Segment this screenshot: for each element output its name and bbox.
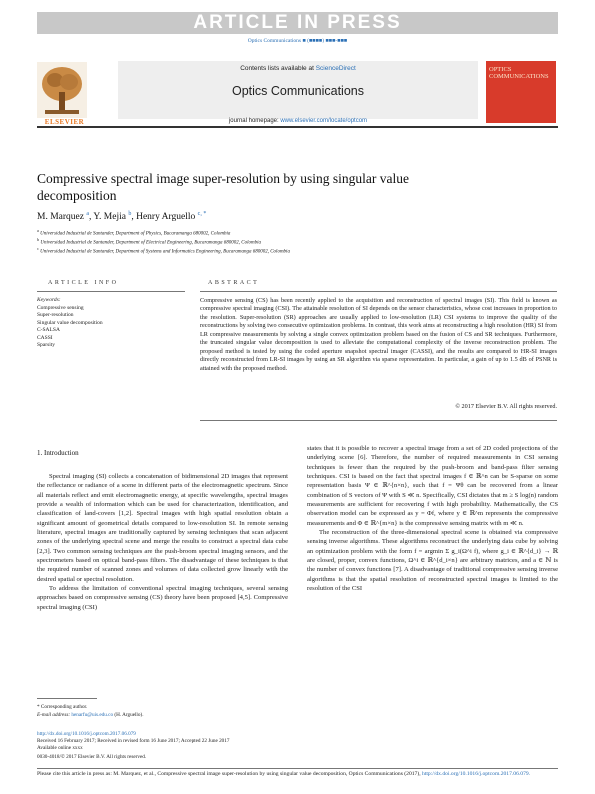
citation-text: Please cite this article in press as: M. Marquez, et al., Compressive spectral image super-resolution by using singular value decomposition, Optics Communications (2017), [37,771,421,777]
elsevier-tree-logo-icon [37,62,87,118]
citation-doi-link[interactable]: http://dx.doi.org/10.1016/j.optcom.2017.06.079. [422,771,531,777]
keywords-label: Keywords: [37,297,61,303]
affiliation-text: Universidad Industrial de Santander, Department of Systems and Informatics Engineering, Bucaramanga 680002, Colombia [40,249,290,255]
keyword: Sparsity [37,342,56,348]
author-name: Y. Mejia [93,212,126,223]
sciencedirect-link[interactable]: ScienceDirect [315,65,356,72]
journal-reference[interactable]: Optics Communications ■ (■■■■) ■■■-■■■ [247,38,348,44]
email-link[interactable]: henarfu@uis.edu.co [71,712,114,718]
article-in-press-banner: ARTICLE IN PRESS [37,12,558,34]
email-note [37,712,287,719]
affiliation-marker: c [37,246,39,251]
section-heading: 1. Introduction [37,449,79,457]
body-paragraph: Spectral imaging (SI) collects a concatenation of bidimensional 2D images that represent the reflectance or radiance of a scene in different parts of the electromagnetic spectrum. Since all materials reflect and emit electromagnetic energy, at specific wavelengths, spectral images provide a wealth of information which can be used for characterization, identification, and classification of land-covers [1,2]. Spectral images with high spatial resolution obtain a significant amount of geometrical details compared to low-resolution SI. In remote sensing literature, spectral images are traditionally captured by sensing techniques that scan adjacent zones of the underlying spectral scene and merge the results to construct a spectral data cube [2,3]. Two common sensing techniques are the push-broom spectral imaging sensors, and the spectrometers based on optical band-pass filters. The disadvantage of these techniques is that the required number of scanned zones and volumes of data collected grow linearly with the desired spatial or spectral resolution. [37,473,288,583]
cover-title: OPTICS COMMUNICATIONS [489,66,549,80]
affiliation-marker: b [37,237,40,242]
citation-note [37,771,558,779]
affiliation [37,237,557,246]
affiliation-text: Universidad Industrial de Santander, Department of Physics, Bucaramanga 680002, Colombia [40,231,231,237]
available-line: Available online xxxx [37,745,83,751]
contents-prefix: Contents lists available at [240,65,316,72]
body-paragraph: To address the limitation of conventional spectral imaging techniques, several sensing approaches based on compressive sensing (CS) theory have been proposed [4,5]. Compressive spectral imaging (CSI) [37,585,288,611]
affiliation [37,246,557,255]
body-column-left [37,472,288,612]
keyword: Singular value decomposition [37,319,103,326]
doi-link[interactable]: http://dx.doi.org/10.1016/j.optcom.2017.06.079 [37,731,136,737]
contents-line [118,65,478,72]
body-column-right [307,444,558,594]
divider [200,291,557,292]
body-paragraph: states that it is possible to recover a spectral image from a set of 2D coded projections of the underlying scene [6]. Therefore, the number of required measurements in CSI sensing techniques is fewer than the required by the push-broom and band-pass filter sensing techniques. CSI is based on the fact that spectral images f ∈ ℝ^n can be S-sparse on some representation basis Ψ ∈ ℝ^{n×n}, such that f = Ψθ can be recovered from a linear combination of S vectors of Ψ with S ≪ n. Specifically, CSI dictates that m ≥ S log(n) random measurements are sufficient for recovering f with high probability. Mathematically, the CS observation model can be expressed as y = Φf, where y ∈ ℝ^m represents the compressive measurements and Φ ∈ ℝ^{m×n} is the compressive sensing matrix with m ≪ n. [307,445,558,527]
divider [37,291,185,292]
keywords-block [37,297,177,350]
keyword: C-SALSA [37,327,60,333]
article-info-heading: ARTICLE INFO [48,280,119,286]
footnote-divider [37,698,97,699]
email-suffix: (H. Arguello). [113,712,144,718]
abstract-copyright: © 2017 Elsevier B.V. All rights reserved. [455,403,557,410]
doi-line [37,731,437,738]
abstract-text: Compressive sensing (CS) has been recently applied to the acquisition and reconstruction of spectral images (SI). This field is known as compressive spectral imaging (CSI). The attainable resolution of SI depends on the sensor characteristics, whose cost increases in proportion to the resolution. Super-resolution (SR) approaches are usually applied to low-resolution (LR) CSI systems to improve the quality of the reconstructions by solving two consecutive optimization problems. In contrast, this work aims at reconstructing a high resolution (HR) SI from LR compressive measurements by solving a single convex optimization problem based on the fusion of CS and SR techniques. Furthermore, the truncated singular value decomposition is used to alleviate the computational complexity of the inverse reconstruction problem. The proposed method is tested by using the coded aperture snapshot spectral imager (CASSI), and the results are compared to HR-SI images directly reconstructed from LR-SI images by using an SR algorithm via sparse representation. In particular, a gain of up to 1.5 dB of PSNR is attained with the proposed method. [200,297,557,372]
keyword: CASSI [37,334,53,341]
body-paragraph: The reconstruction of the three-dimensional spectral scene is obtained via compressive sensing inverse algorithms. These algorithms reconstruct the underlying data cube by solving an optimization problem with the form f = argmin Σ g_i(Ω^i f), where g_i ∈ ℝ^{d_i} → ℝ are closed, proper, convex functions, Ω^i ∈ ℝ^{d_i×n} are arbitrary matrices, and a ∈ ℕ is the number of convex functions [7]. A disadvantage of traditional compressive sensing inverse algorithms is that the spatial resolution of reconstructed spectral images is limited to the resolution of the CSI [307,529,558,593]
abstract-heading: ABSTRACT [208,280,260,286]
publisher-name: ELSEVIER [44,118,85,126]
keyword: Super-resolution [37,312,74,318]
keyword: Compressive sensing [37,304,84,311]
affiliation-marker: a [37,228,39,233]
affiliation [37,228,557,237]
author-affiliation-marker[interactable]: c, * [197,211,207,217]
journal-title: Optics Communications [232,84,364,98]
homepage-link[interactable]: www.elsevier.com/locate/optcom [280,118,368,124]
affiliation-text: Universidad Industrial de Santander, Department of Electrical Engineering, Bucaramanga 680002, Colombia [40,240,261,246]
journal-homepage [118,118,478,124]
author-name: Henry Arguello [136,212,196,223]
received-line: Received 16 February 2017; Received in revised form 16 June 2017; Accepted 22 June 2017 [37,738,230,744]
issn-line: 0030-4018/© 2017 Elsevier B.V. All rights reserved. [37,754,147,760]
email-label: E-mail address: [37,712,72,718]
author-name: M. Marquez [37,212,84,223]
author-affiliation-marker[interactable]: a [86,211,90,217]
homepage-prefix: journal homepage: [228,118,281,124]
author-affiliation-marker[interactable]: b [128,211,132,217]
divider [37,768,558,769]
article-title: Compressive spectral image super-resolution by using singular value decomposition [37,171,410,203]
divider [200,420,557,421]
corresponding-author-note: * Corresponding author. [37,704,88,710]
author-list: M. Marquez $^a$, Y. Mejia $^b$, Henry Arguello $^{c, *}$ [37,211,207,223]
